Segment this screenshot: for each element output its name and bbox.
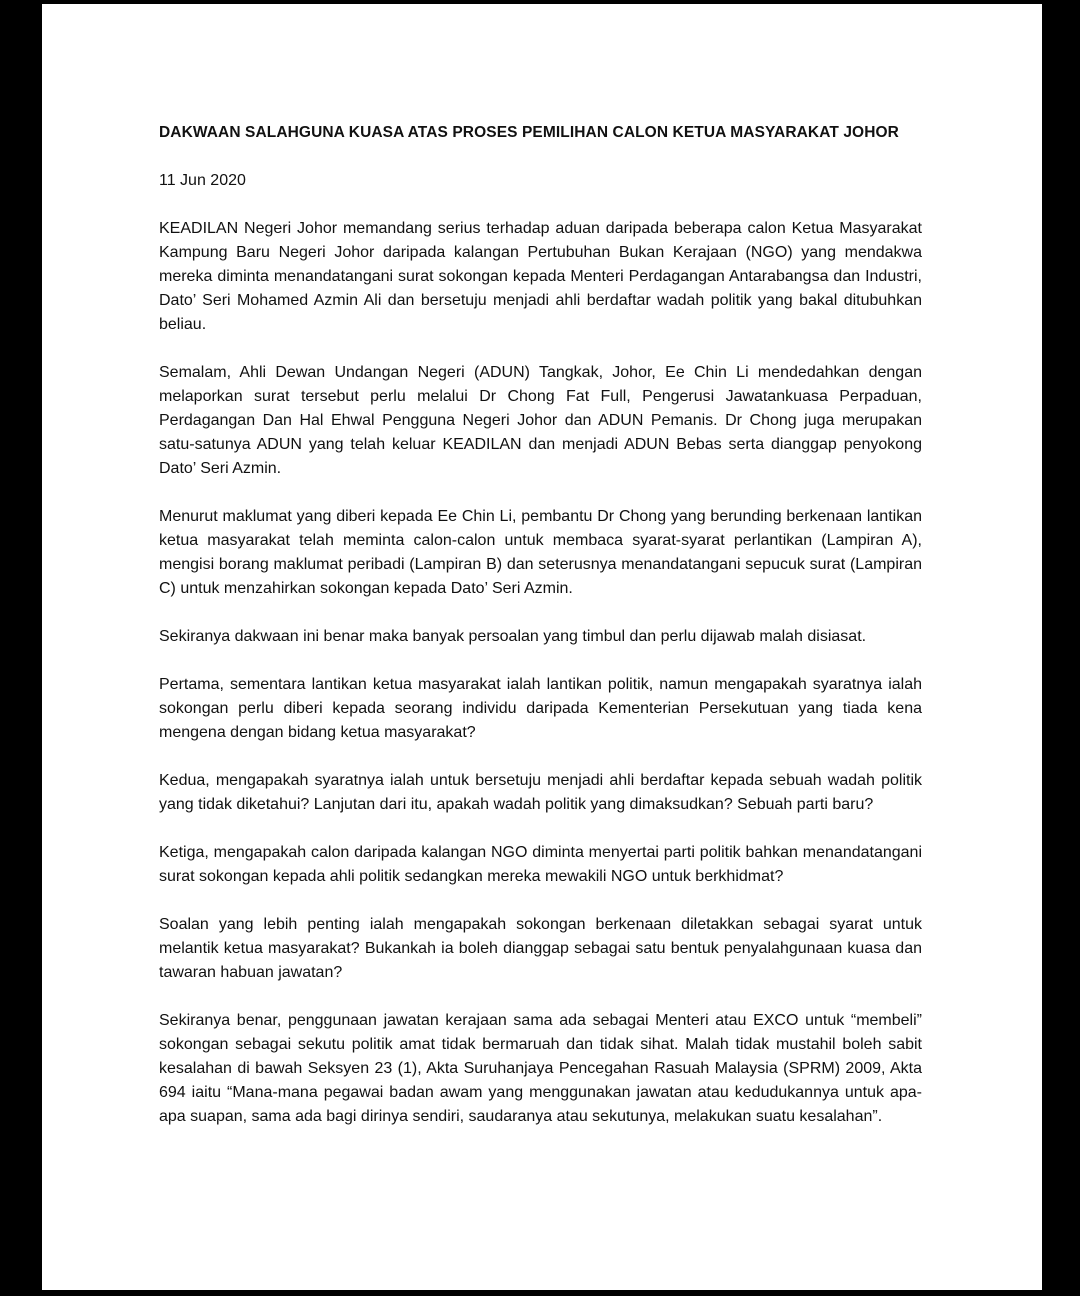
document-body bbox=[159, 121, 922, 1153]
paragraph-1: KEADILAN Negeri Johor memandang serius terhadap aduan daripada beberapa calon Ketua Masyarakat Kampung Baru Negeri Johor daripada kalangan Pertubuhan Bukan Kerajaan (NGO) yang mendakwa mereka diminta menandatangani surat sokongan kepada Menteri Perdagangan Antarabangsa dan Industri, Dato’ Seri Mohamed Azmin Ali dan bersetuju menjadi ahli berdaftar wadah politik yang bakal ditubuhkan beliau. bbox=[159, 220, 922, 333]
paragraph-8: Soalan yang lebih penting ialah mengapakah sokongan berkenaan diletakkan sebagai syarat untuk melantik ketua masyarakat? Bukankah ia boleh dianggap sebagai satu bentuk penyalahgunaan kuasa dan tawaran habuan jawatan? bbox=[159, 916, 922, 981]
paragraph-9: Sekiranya benar, penggunaan jawatan kerajaan sama ada sebagai Menteri atau EXCO untuk “membeli” sokongan sebagai sekutu politik amat tidak bermaruah dan tidak sihat. Malah tidak mustahil boleh sabit kesalahan di bawah Seksyen 23 (1), Akta Suruhanjaya Pencegahan Rasuah Malaysia (SPRM) 2009, Akta 694 iaitu “Mana-mana pegawai badan awam yang menggunakan jawatan atau kedudukannya untuk apa-apa suapan, sama ada bagi dirinya sendiri, saudaranya atau sekutunya, melakukan suatu kesalahan”. bbox=[159, 1012, 922, 1125]
document-date: 11 Jun 2020 bbox=[159, 172, 246, 189]
paragraph-7: Ketiga, mengapakah calon daripada kalangan NGO diminta menyertai parti politik bahkan menandatangani surat sokongan kepada ahli politik sedangkan mereka mewakili NGO untuk berkhidmat? bbox=[159, 844, 922, 885]
paragraph-6: Kedua, mengapakah syaratnya ialah untuk bersetuju menjadi ahli berdaftar kepada sebuah wadah politik yang tidak diketahui? Lanjutan dari itu, apakah wadah politik yang dimaksudkan? Sebuah parti baru? bbox=[159, 772, 922, 813]
paragraph-4: Sekiranya dakwaan ini benar maka banyak persoalan yang timbul dan perlu dijawab malah disiasat. bbox=[159, 628, 867, 645]
paragraph-3: Menurut maklumat yang diberi kepada Ee Chin Li, pembantu Dr Chong yang berunding berkenaan lantikan ketua masyarakat telah meminta calon-calon untuk membaca syarat-syarat perlantikan (Lampiran A), mengisi borang maklumat peribadi (Lampiran B) dan seterusnya menandatangani sepucuk surat (Lampiran C) untuk menzahirkan sokongan kepada Dato’ Seri Azmin. bbox=[159, 508, 922, 597]
paragraph-5: Pertama, sementara lantikan ketua masyarakat ialah lantikan politik, namun mengapakah syaratnya ialah sokongan perlu diberi kepada seorang individu daripada Kementerian Persekutuan yang tiada kena mengena dengan bidang ketua masyarakat? bbox=[159, 676, 922, 741]
document-page bbox=[42, 4, 1042, 1290]
document-title: DAKWAAN SALAHGUNA KUASA ATAS PROSES PEMILIHAN CALON KETUA MASYARAKAT JOHOR bbox=[159, 124, 899, 141]
paragraph-2: Semalam, Ahli Dewan Undangan Negeri (ADUN) Tangkak, Johor, Ee Chin Li mendedahkan dengan melaporkan surat tersebut perlu melalui Dr Chong Fat Full, Pengerusi Jawatankuasa Perpaduan, Perdagangan Dan Hal Ehwal Pengguna Negeri Johor dan ADUN Pemanis. Dr Chong juga merupakan satu-satunya ADUN yang telah keluar KEADILAN dan menjadi ADUN Bebas serta dianggap penyokong Dato’ Seri Azmin. bbox=[159, 364, 922, 477]
